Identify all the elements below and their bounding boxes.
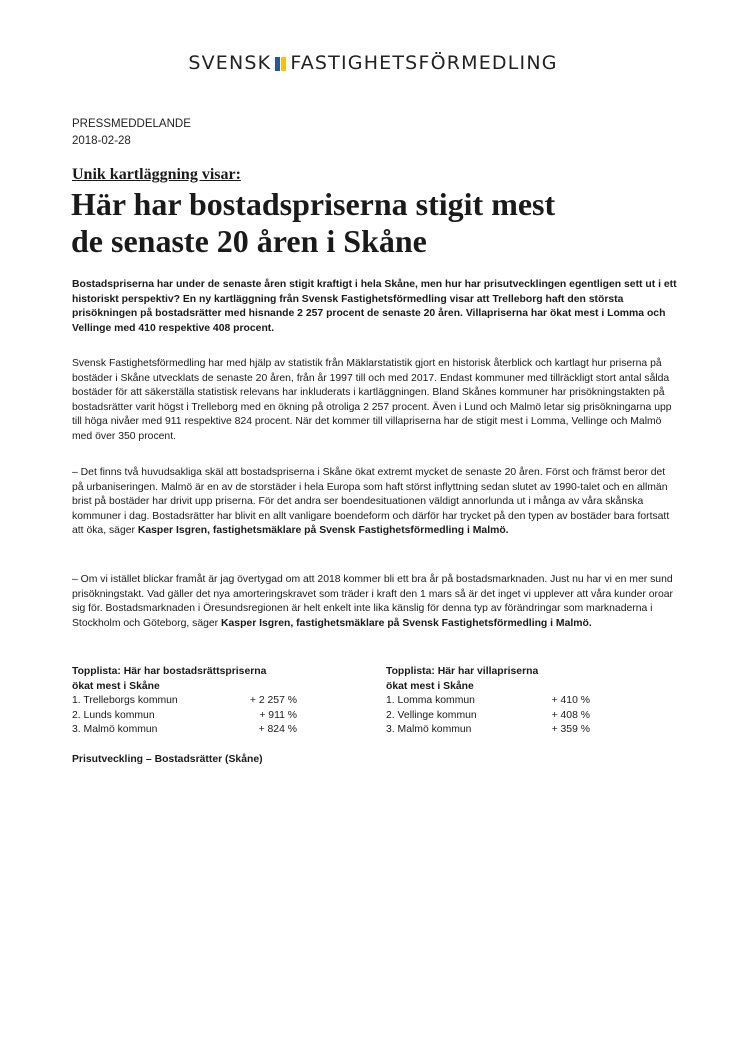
row-name: 1. Lomma kommun: [386, 695, 475, 706]
quote-paragraph-1: [72, 466, 678, 539]
logo-flag-icon: [275, 54, 287, 76]
body-paragraph: Svensk Fastighetsförmedling har med hjälp av statistik från Mäklarstatistik gjort en historisk återblick och kartlagt hur priserna på bostäder i Skåne utvecklats de senaste 20 åren, från år 1997 till och med 2017. Endast kommuner med tillräckligt stort antal sålda bostäder för att säkerställa statistisk relevans har inkluderats i kartläggningen. Bland Skånes kommuner har prisökningstakten på bostadsrätter varit högst i Trelleborg med en ökning på otroliga 2 257 procent. Även i Lund och Malmö letar sig prisökningarna upp till höga nivåer med 911 respektive 824 procent. När det kommer till villapriserna har de stigit mest i Lomma, Vellinge och Malmö med över 350 procent.: [72, 358, 672, 442]
section-heading: Prisutveckling – Bostadsrätter (Skåne): [72, 754, 263, 765]
table-row: [386, 694, 590, 709]
document-date: 2018-02-28: [72, 135, 131, 147]
table-row: [386, 709, 590, 724]
quote-2-text: – Om vi istället blickar framåt är jag övertygad om att 2018 kommer bli ett bra år på bostadsmarknaden. Just nu har vi en mer sund prisökningstakt. Vad gäller det nya amorteringskravet som träder i kraft den 1 mars så är det inget vi upplever att våra kunder oroar sig för. Bostadsmarknaden i Öresundsregionen är helt enkelt inte lika känslig för denna typ av förändringar som marknaderna i Stockholm och Göteborg, säger: [72, 574, 674, 629]
row-value: + 410 %: [551, 695, 590, 706]
row-name: 3. Malmö kommun: [386, 724, 472, 735]
toplist-houses: [386, 665, 590, 738]
lead-paragraph: [72, 278, 678, 336]
row-name: 2. Vellinge kommun: [386, 709, 477, 721]
quote-1-text: – Det finns två huvudsakliga skäl att bostadspriserna i Skåne ökat extremt mycket de senaste 20 åren. Först och främst beror det på urbaniseringen. Malmö är en av de storstäder i hela Europa som haft störst inflyttning sedan slutet av 1990-talet och en allmän brist på bostäder har drivit upp priserna. För det andra ser boendesituationen väldigt annorlunda ut i många av våra skånska kommuner i dag. Bostadsrätter har blivit en allt vanligare boendeform och därför har trycket på den typen av bostäder bara fortsatt att öka, säger: [72, 467, 670, 536]
toplist-subtitle: ökat mest i Skåne: [386, 680, 474, 692]
logo-text-left: SVENSK: [188, 52, 272, 74]
document-type: PRESSMEDDELANDE: [72, 118, 191, 130]
toplist-subtitle: ökat mest i Skåne: [72, 680, 160, 692]
quote-paragraph-2: [72, 573, 678, 631]
table-row: [72, 694, 297, 709]
row-name: 3. Malmö kommun: [72, 724, 158, 735]
row-value: + 2 257 %: [249, 695, 297, 706]
row-value: + 359 %: [551, 724, 590, 735]
title-line-2: de senaste 20 åren i Skåne: [71, 223, 427, 259]
lead-text: Bostadspriserna har under de senaste åren stigit kraftigt i hela Skåne, men hur har prisutvecklingen egentligen sett ut i ett historiskt perspektiv? En ny kartläggning från Svensk Fastighetsförmedling visar att Trelleborg haft den största prisökningen på bostadsrätter med hisnande 2 257 procent de senaste 20 åren. Villapriserna har ökat mest i Lomma och Vellinge med 410 respektive 408 procent.: [72, 279, 677, 334]
row-value: + 408 %: [551, 709, 590, 721]
quote-1-speaker: Kasper Isgren, fastighetsmäklare på Svensk Fastighetsförmedling i Malmö.: [137, 525, 509, 536]
table-row: [72, 709, 297, 724]
toplist-title: Topplista: Här har bostadsrättspriserna: [72, 666, 267, 677]
table-row: [72, 723, 297, 738]
row-name: 2. Lunds kommun: [72, 709, 155, 721]
page-title: [71, 186, 691, 260]
toplist-condos: [72, 665, 297, 738]
row-value: + 911 %: [259, 709, 297, 721]
row-value: + 824 %: [258, 724, 297, 735]
toplist-title: Topplista: Här har villapriserna: [386, 666, 539, 677]
company-logo: [0, 52, 746, 76]
logo-text-right: FASTIGHETSFÖRMEDLING: [290, 52, 558, 74]
title-line-1: Här har bostadspriserna stigit mest: [71, 186, 556, 222]
kicker: Unik kartläggning visar:: [72, 166, 241, 183]
row-name: 1. Trelleborgs kommun: [72, 695, 178, 706]
quote-2-speaker: Kasper Isgren, fastighetsmäklare på Svensk Fastighetsförmedling i Malmö.: [221, 617, 592, 629]
table-row: [386, 723, 590, 738]
